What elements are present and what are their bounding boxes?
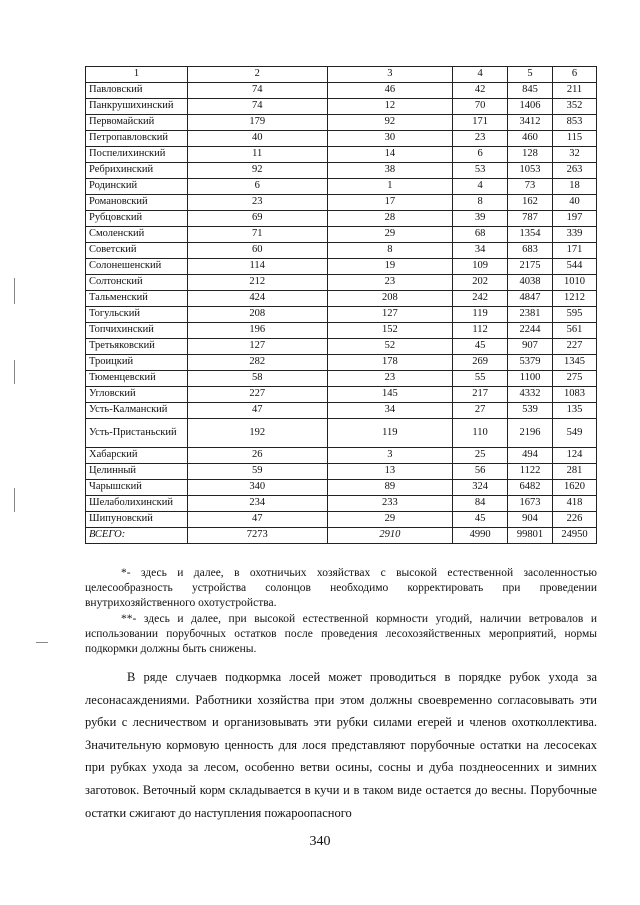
table-header-row <box>86 67 597 83</box>
value-cell: 787 <box>508 211 553 227</box>
total-value-cell: 24950 <box>553 528 597 544</box>
value-cell: 84 <box>453 496 508 512</box>
value-cell: 208 <box>187 307 327 323</box>
value-cell: 1212 <box>553 291 597 307</box>
value-cell: 12 <box>327 99 453 115</box>
value-cell: 23 <box>327 371 453 387</box>
value-cell: 8 <box>453 195 508 211</box>
value-cell: 3412 <box>508 115 553 131</box>
total-label-cell: ВСЕГО: <box>86 528 188 544</box>
column-header: 2 <box>187 67 327 83</box>
value-cell: 55 <box>453 371 508 387</box>
value-cell: 494 <box>508 448 553 464</box>
value-cell: 460 <box>508 131 553 147</box>
scan-margin-mark <box>36 642 48 643</box>
value-cell: 845 <box>508 83 553 99</box>
value-cell: 17 <box>327 195 453 211</box>
total-value-cell: 7273 <box>187 528 327 544</box>
value-cell: 128 <box>508 147 553 163</box>
table-row <box>86 179 597 195</box>
value-cell: 4038 <box>508 275 553 291</box>
table-row <box>86 371 597 387</box>
value-cell: 42 <box>453 83 508 99</box>
district-name-cell: Целинный <box>86 464 188 480</box>
district-name-cell: Хабарский <box>86 448 188 464</box>
value-cell: 1345 <box>553 355 597 371</box>
value-cell: 1620 <box>553 480 597 496</box>
value-cell: 202 <box>453 275 508 291</box>
value-cell: 92 <box>327 115 453 131</box>
table-row <box>86 464 597 480</box>
column-header: 5 <box>508 67 553 83</box>
district-name-cell: Солонешенский <box>86 259 188 275</box>
value-cell: 1 <box>327 179 453 195</box>
value-cell: 208 <box>327 291 453 307</box>
footnote-two: **- здесь и далее, при высокой естественной кормности угодий, наличии ветровалов и использовании порубочных остатков после проведения лесохозяйственных мероприятий, нормы подкормки должны быть снижены. <box>85 613 597 655</box>
value-cell: 2175 <box>508 259 553 275</box>
value-cell: 119 <box>453 307 508 323</box>
table-row <box>86 355 597 371</box>
value-cell: 6 <box>453 147 508 163</box>
value-cell: 29 <box>327 512 453 528</box>
value-cell: 135 <box>553 403 597 419</box>
value-cell: 4 <box>453 179 508 195</box>
value-cell: 4332 <box>508 387 553 403</box>
value-cell: 23 <box>327 275 453 291</box>
value-cell: 8 <box>327 243 453 259</box>
total-value-cell: 99801 <box>508 528 553 544</box>
footnote-one: *- здесь и далее, в охотничьих хозяйствах с высокой естественной засоленностью целесообразность устройства солонцов необходимо корректировать при проведении внутрихозяйственного охотустройства. <box>85 567 597 609</box>
value-cell: 2381 <box>508 307 553 323</box>
value-cell: 2196 <box>508 419 553 448</box>
table-row <box>86 323 597 339</box>
district-name-cell: Третьяковский <box>86 339 188 355</box>
value-cell: 4847 <box>508 291 553 307</box>
value-cell: 109 <box>453 259 508 275</box>
value-cell: 233 <box>327 496 453 512</box>
value-cell: 110 <box>453 419 508 448</box>
value-cell: 18 <box>553 179 597 195</box>
value-cell: 74 <box>187 99 327 115</box>
value-cell: 197 <box>553 211 597 227</box>
table-row <box>86 147 597 163</box>
value-cell: 27 <box>453 403 508 419</box>
value-cell: 339 <box>553 227 597 243</box>
district-name-cell: Смоленский <box>86 227 188 243</box>
table-row <box>86 131 597 147</box>
value-cell: 1673 <box>508 496 553 512</box>
district-name-cell: Троицкий <box>86 355 188 371</box>
value-cell: 683 <box>508 243 553 259</box>
value-cell: 171 <box>453 115 508 131</box>
value-cell: 595 <box>553 307 597 323</box>
district-name-cell: Шипуновский <box>86 512 188 528</box>
value-cell: 112 <box>453 323 508 339</box>
value-cell: 544 <box>553 259 597 275</box>
value-cell: 263 <box>553 163 597 179</box>
value-cell: 539 <box>508 403 553 419</box>
district-name-cell: Петропавловский <box>86 131 188 147</box>
value-cell: 192 <box>187 419 327 448</box>
table-row <box>86 339 597 355</box>
value-cell: 234 <box>187 496 327 512</box>
value-cell: 5379 <box>508 355 553 371</box>
value-cell: 56 <box>453 464 508 480</box>
value-cell: 39 <box>453 211 508 227</box>
table-row <box>86 99 597 115</box>
table-row <box>86 419 597 448</box>
district-table <box>85 66 597 544</box>
value-cell: 1122 <box>508 464 553 480</box>
value-cell: 11 <box>187 147 327 163</box>
value-cell: 1010 <box>553 275 597 291</box>
value-cell: 1053 <box>508 163 553 179</box>
value-cell: 119 <box>327 419 453 448</box>
total-value-cell: 4990 <box>453 528 508 544</box>
value-cell: 907 <box>508 339 553 355</box>
value-cell: 115 <box>553 131 597 147</box>
value-cell: 171 <box>553 243 597 259</box>
table-row <box>86 480 597 496</box>
district-name-cell: Шелаболихинский <box>86 496 188 512</box>
district-name-cell: Тюменцевский <box>86 371 188 387</box>
value-cell: 152 <box>327 323 453 339</box>
page-number: 340 <box>309 834 331 849</box>
district-name-cell: Топчихинский <box>86 323 188 339</box>
table-row <box>86 115 597 131</box>
table-row <box>86 243 597 259</box>
value-cell: 46 <box>327 83 453 99</box>
table-row <box>86 259 597 275</box>
value-cell: 60 <box>187 243 327 259</box>
value-cell: 561 <box>553 323 597 339</box>
value-cell: 23 <box>453 131 508 147</box>
value-cell: 1354 <box>508 227 553 243</box>
table-row <box>86 291 597 307</box>
body-paragraph: В ряде случаев подкормка лосей может проводиться в порядке рубок ухода за лесонасаждениями. Работники хозяйства при этом должны своевременно согласовывать эти рубки с лесничеством и организовывать эти рубки силами егерей и членов охотколлектива. Значительную кормовую ценность для лося представляют порубочные остатки на лесосеках при рубках ухода за лесом, особенно ветви осины, сосны и дуба позднеосенних и зимних заготовок. Веточный корм складывается в кучи и в таком виде остается до весны. Порубочные остатки сжигают до наступления пожароопасного <box>85 670 597 820</box>
value-cell: 1100 <box>508 371 553 387</box>
table-row <box>86 83 597 99</box>
value-cell: 23 <box>187 195 327 211</box>
value-cell: 853 <box>553 115 597 131</box>
value-cell: 25 <box>453 448 508 464</box>
value-cell: 324 <box>453 480 508 496</box>
value-cell: 74 <box>187 83 327 99</box>
value-cell: 282 <box>187 355 327 371</box>
district-name-cell: Советский <box>86 243 188 259</box>
table-row <box>86 275 597 291</box>
value-cell: 26 <box>187 448 327 464</box>
value-cell: 1406 <box>508 99 553 115</box>
value-cell: 418 <box>553 496 597 512</box>
value-cell: 30 <box>327 131 453 147</box>
table-row <box>86 227 597 243</box>
value-cell: 114 <box>187 259 327 275</box>
district-name-cell: Солтонский <box>86 275 188 291</box>
value-cell: 32 <box>553 147 597 163</box>
value-cell: 14 <box>327 147 453 163</box>
value-cell: 145 <box>327 387 453 403</box>
value-cell: 212 <box>187 275 327 291</box>
value-cell: 1083 <box>553 387 597 403</box>
value-cell: 89 <box>327 480 453 496</box>
value-cell: 162 <box>508 195 553 211</box>
district-name-cell: Тальменский <box>86 291 188 307</box>
district-name-cell: Тогульский <box>86 307 188 323</box>
district-name-cell: Рубцовский <box>86 211 188 227</box>
value-cell: 179 <box>187 115 327 131</box>
value-cell: 40 <box>187 131 327 147</box>
scan-margin-mark <box>14 488 15 512</box>
value-cell: 549 <box>553 419 597 448</box>
value-cell: 34 <box>453 243 508 259</box>
district-name-cell: Угловский <box>86 387 188 403</box>
district-name-cell: Чарышский <box>86 480 188 496</box>
column-header: 6 <box>553 67 597 83</box>
value-cell: 275 <box>553 371 597 387</box>
column-header: 3 <box>327 67 453 83</box>
value-cell: 52 <box>327 339 453 355</box>
value-cell: 47 <box>187 403 327 419</box>
value-cell: 19 <box>327 259 453 275</box>
value-cell: 269 <box>453 355 508 371</box>
value-cell: 69 <box>187 211 327 227</box>
value-cell: 92 <box>187 163 327 179</box>
value-cell: 227 <box>187 387 327 403</box>
value-cell: 13 <box>327 464 453 480</box>
district-name-cell: Романовский <box>86 195 188 211</box>
value-cell: 196 <box>187 323 327 339</box>
value-cell: 340 <box>187 480 327 496</box>
value-cell: 58 <box>187 371 327 387</box>
table-row <box>86 307 597 323</box>
value-cell: 211 <box>553 83 597 99</box>
value-cell: 178 <box>327 355 453 371</box>
value-cell: 904 <box>508 512 553 528</box>
district-name-cell: Ребрихинский <box>86 163 188 179</box>
value-cell: 47 <box>187 512 327 528</box>
value-cell: 45 <box>453 339 508 355</box>
value-cell: 29 <box>327 227 453 243</box>
scan-margin-mark <box>14 278 15 304</box>
value-cell: 127 <box>187 339 327 355</box>
value-cell: 242 <box>453 291 508 307</box>
table-row <box>86 448 597 464</box>
table-row <box>86 403 597 419</box>
column-header: 1 <box>86 67 188 83</box>
table-row <box>86 496 597 512</box>
table-body <box>86 83 597 544</box>
value-cell: 34 <box>327 403 453 419</box>
district-name-cell: Усть-Калманский <box>86 403 188 419</box>
district-name-cell: Усть-Пристаньский <box>86 419 188 448</box>
value-cell: 68 <box>453 227 508 243</box>
value-cell: 28 <box>327 211 453 227</box>
district-name-cell: Первомайский <box>86 115 188 131</box>
value-cell: 217 <box>453 387 508 403</box>
table-row <box>86 512 597 528</box>
value-cell: 2244 <box>508 323 553 339</box>
scan-margin-mark <box>14 360 15 384</box>
value-cell: 59 <box>187 464 327 480</box>
value-cell: 38 <box>327 163 453 179</box>
value-cell: 281 <box>553 464 597 480</box>
district-name-cell: Поспелихинский <box>86 147 188 163</box>
district-name-cell: Родинский <box>86 179 188 195</box>
table-total-row <box>86 528 597 544</box>
value-cell: 226 <box>553 512 597 528</box>
value-cell: 227 <box>553 339 597 355</box>
total-value-cell: 2910 <box>327 528 453 544</box>
value-cell: 40 <box>553 195 597 211</box>
table-row <box>86 211 597 227</box>
district-name-cell: Панкрушихинский <box>86 99 188 115</box>
value-cell: 424 <box>187 291 327 307</box>
value-cell: 124 <box>553 448 597 464</box>
value-cell: 352 <box>553 99 597 115</box>
district-name-cell: Павловский <box>86 83 188 99</box>
table-row <box>86 387 597 403</box>
value-cell: 6482 <box>508 480 553 496</box>
value-cell: 45 <box>453 512 508 528</box>
value-cell: 71 <box>187 227 327 243</box>
table-row <box>86 163 597 179</box>
value-cell: 73 <box>508 179 553 195</box>
value-cell: 70 <box>453 99 508 115</box>
table-row <box>86 195 597 211</box>
value-cell: 53 <box>453 163 508 179</box>
value-cell: 3 <box>327 448 453 464</box>
value-cell: 127 <box>327 307 453 323</box>
column-header: 4 <box>453 67 508 83</box>
value-cell: 6 <box>187 179 327 195</box>
